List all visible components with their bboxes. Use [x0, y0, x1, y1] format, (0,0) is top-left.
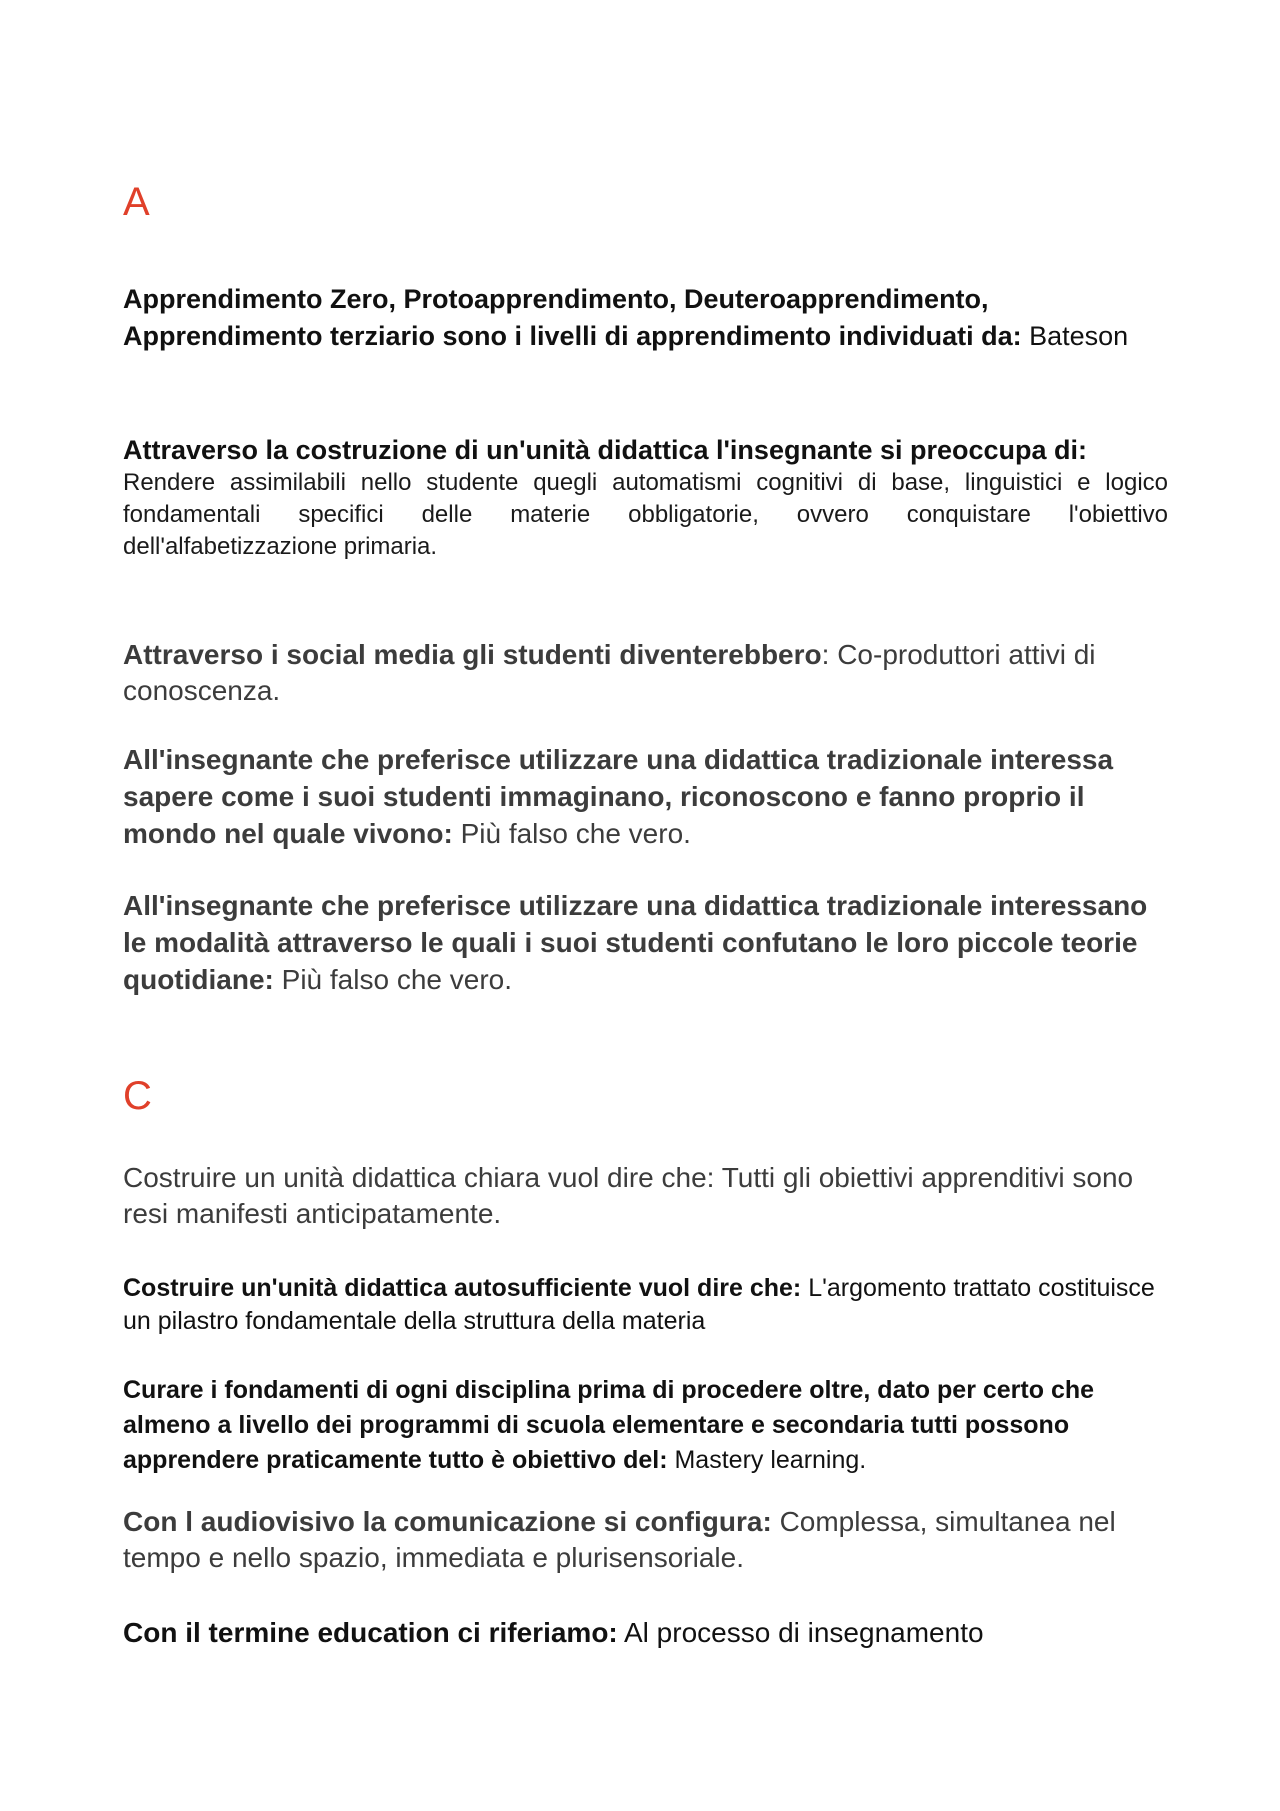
question-text: Attraverso la costruzione di un'unità didattica l'insegnante si preoccupa di: [123, 435, 1088, 465]
question-text: Apprendimento Zero, Protoapprendimento, Deuteroapprendimento, Apprendimento terziario sono i livelli di apprendimento individuati da: [123, 284, 1022, 351]
answer-text: Più falso che vero. [281, 964, 512, 995]
qa-item-bateson [123, 281, 1168, 355]
answer-text: Al processo di insegnamento [624, 1617, 984, 1648]
question-text: All'insegnante che preferisce utilizzare una didattica tradizionale interessano le modalità attraverso le quali i suoi studenti confutano le loro piccole teorie quotidiane: [123, 890, 1148, 995]
section-letter-a: A [123, 180, 150, 224]
question-text: Con il termine education ci riferiamo: [123, 1617, 618, 1648]
qa-item-social-media [123, 637, 1168, 709]
answer-text: Rendere assimilabili nello studente quegli automatismi cognitivi di base, linguistici e logico fondamentali specifici delle materie obbligatorie, ovvero conquistare l'obiettivo dell'alfabetizzazione primaria. [123, 469, 1168, 560]
qa-item-unita-autosufficiente [123, 1272, 1168, 1338]
answer-text: Costruire un unità didattica chiara vuol dire che: Tutti gli obiettivi apprenditivi sono resi manifesti anticipatamente. [123, 1162, 1134, 1229]
qa-item-unita-chiara [123, 1160, 1168, 1232]
question-text: Curare i fondamenti di ogni disciplina prima di procedere oltre, dato per certo che almeno a livello dei programmi di scuola elementare e secondaria tutti possono apprendere praticamente tutto è obiettivo del: [123, 1376, 1095, 1474]
answer-text: Mastery learning. [674, 1446, 867, 1474]
qa-item-didattica-tradizionale-mondo [123, 741, 1168, 852]
answer-text: Più falso che vero. [460, 818, 691, 849]
answer-text: : Co-produttori attivi di conoscenza. [123, 639, 1096, 706]
answer-text: Complessa, simultanea nel tempo e nello spazio, immediata e plurisensoriale. [123, 1506, 1116, 1573]
question-text: Con l audiovisivo la comunicazione si configura: [123, 1506, 772, 1537]
qa-item-mastery-learning [123, 1373, 1168, 1478]
section-letter-c: C [123, 1074, 152, 1118]
qa-item-education [123, 1615, 1168, 1651]
question-text: Costruire un'unità didattica autosufficiente vuol dire che: [123, 1274, 802, 1302]
qa-item-audiovisivo [123, 1504, 1168, 1576]
qa-item-didattica-tradizionale-teorie [123, 887, 1168, 998]
question-text: Attraverso i social media gli studenti diventerebbero [123, 639, 822, 670]
qa-item-unita-didattica [123, 433, 1168, 563]
answer-text: Bateson [1029, 321, 1129, 351]
answer-text: L'argomento trattato costituisce un pilastro fondamentale della struttura della materia [123, 1274, 1155, 1335]
question-text: All'insegnante che preferisce utilizzare una didattica tradizionale interessa sapere come i suoi studenti immaginano, riconoscono e fanno proprio il mondo nel quale vivono: [123, 744, 1114, 849]
